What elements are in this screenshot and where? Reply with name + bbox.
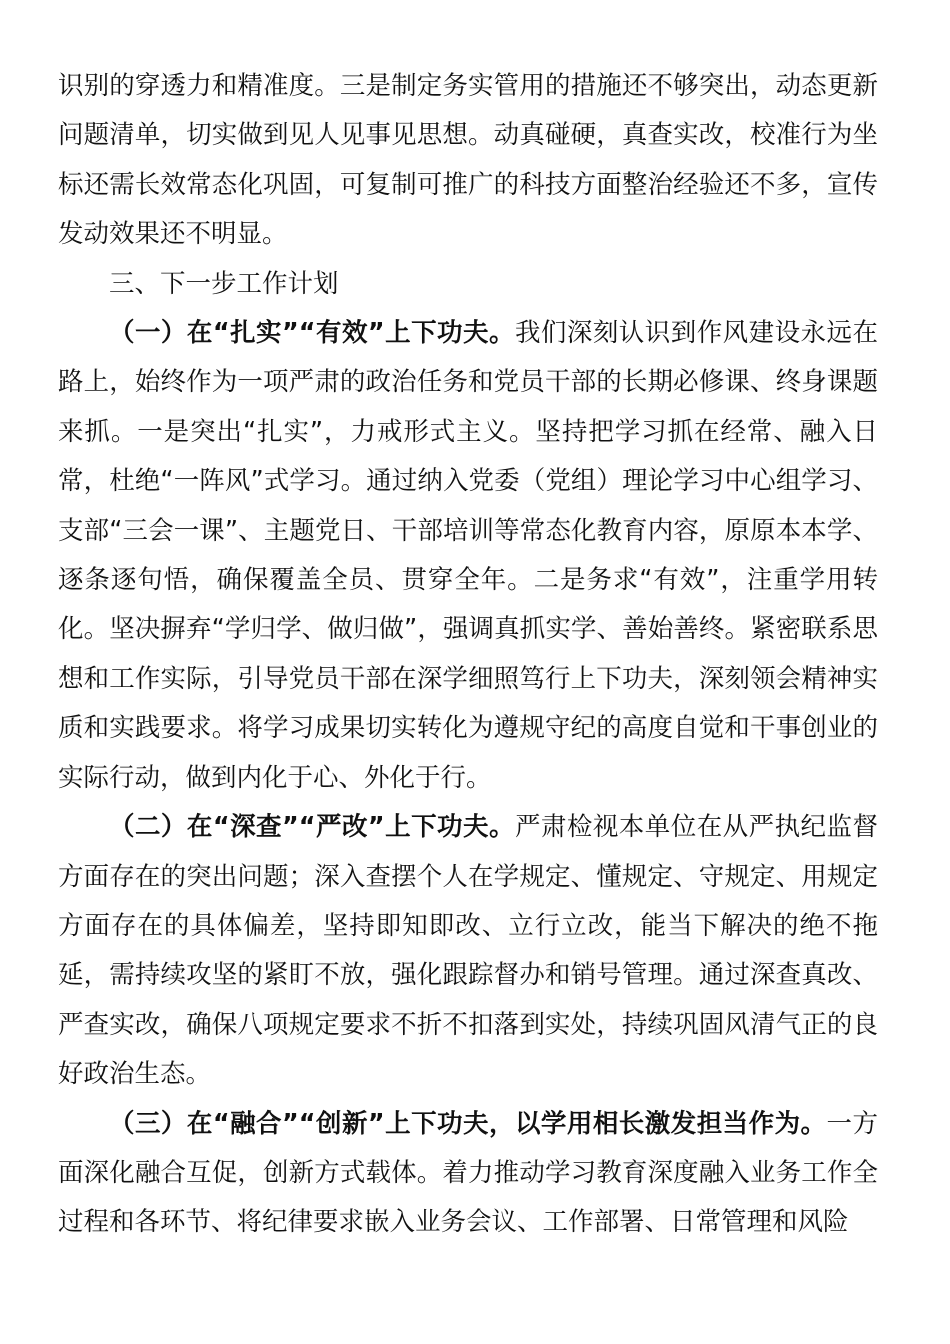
- item-1-body: 我们深刻认识到作风建设永远在路上，始终作为一项严肃的政治任务和党员干部的长期必修课、终身课题来抓。一是突出“扎实”，力戒形式主义。坚持把学习抓在经常、融入日常，杜绝“一阵风”式学习。通过纳入党委（党组）理论学习中心组学习、支部“三会一课”、主题党日、干部培训等常态化教育内容，原原本本学、逐条逐句悟，确保覆盖全员、贯穿全年。二是务求“有效”，注重学用转化。坚决摒弃“学归学、做归做”，强调真抓实学、善始善终。紧密联系思想和工作实际，引导党员干部在深学细照笃行上下功夫，深刻领会精神实质和实践要求。将学习成果切实转化为遵规守纪的高度自觉和干事创业的实际行动，做到内化于心、外化于行。: [58, 318, 878, 793]
- item-2-body: 严肃检视本单位在从严执纪监督方面存在的突出问题；深入查摆个人在学规定、懂规定、守规定、用规定方面存在的具体偏差，坚持即知即改、立行立改，能当下解决的绝不拖延，需持续攻坚的紧盯不放，强化跟踪督办和销号管理。通过深查真改、严查实改，确保八项规定要求不折不扣落到实处，持续巩固风清气正的良好政治生态。: [58, 812, 878, 1090]
- paragraph-continuation: 识别的穿透力和精准度。三是制定务实管用的措施还不够突出，动态更新问题清单，切实做到见人见事见思想。动真碰硬，真查实改，校准行为坐标还需长效常态化巩固，可复制可推广的科技方面整治经验还不多，宣传发动效果还不明显。: [58, 71, 878, 250]
- item-1-lead: （一）在“扎实”“有效”上下功夫。: [109, 318, 515, 349]
- document-page: [58, 62, 878, 1248]
- item-3-lead: （三）在“融合”“创新”上下功夫，以学用相长激发担当作为。: [109, 1108, 827, 1139]
- item-3-body: 一方面深化融合互促，创新方式载体。着力推动学习教育深度融入业务工作全过程和各环节、将纪律要求嵌入业务会议、工作部署、日常管理和风险: [58, 1108, 878, 1238]
- paragraph-item-3: [58, 1100, 878, 1248]
- section-heading: 三、下一步工作计划: [109, 268, 339, 299]
- paragraph-item-1: [58, 309, 878, 803]
- item-2-lead: （二）在“深查”“严改”上下功夫。: [109, 812, 515, 843]
- paragraph-item-2: [58, 803, 878, 1099]
